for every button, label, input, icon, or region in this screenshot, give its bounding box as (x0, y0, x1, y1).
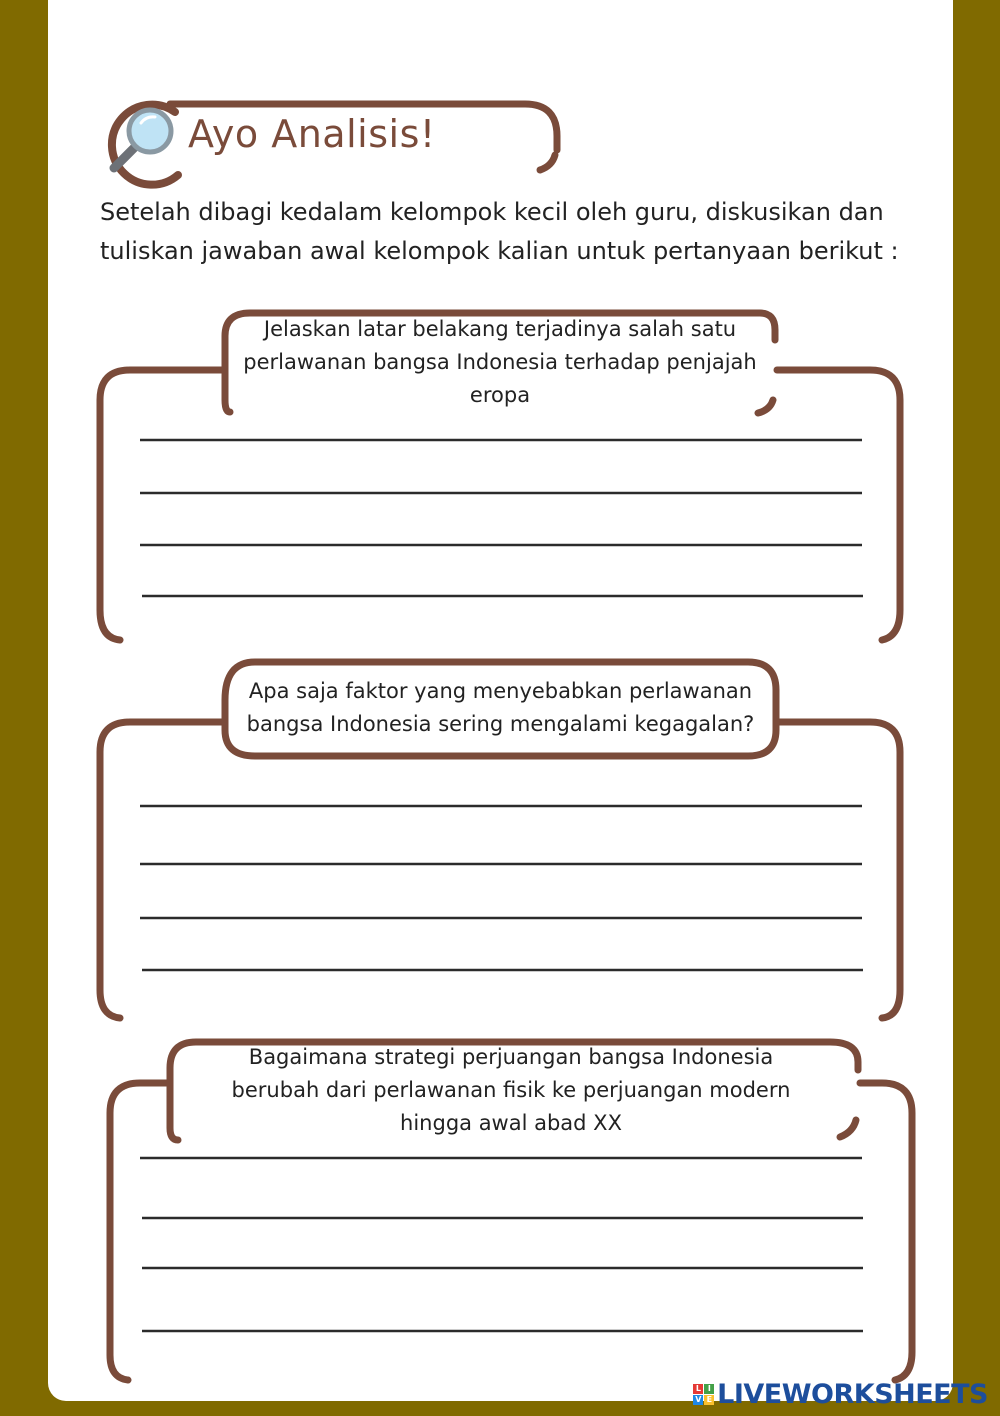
question-3: Bagaimana strategi perjuangan bangsa Indonesia berubah dari perlawanan fisik ke perjuangan modern hingga awal abad XX (231, 1045, 791, 1135)
title-pill-tail (540, 155, 555, 170)
instructions-text: Setelah dibagi kedalam kelompok kecil oleh guru, diskusikan dan tuliskan jawaban awal kelompok kalian untuk pertanyaan berikut : (100, 198, 899, 265)
liveworksheets-logo-icon: L I V E (693, 1384, 714, 1405)
answer-frame-3 (110, 1083, 168, 1380)
question-2: Apa saja faktor yang menyebabkan perlawanan bangsa Indonesia sering mengalami kegagalan? (246, 679, 755, 736)
brand-name: LIVEWORKSHEETS (717, 1379, 988, 1410)
liveworksheets-brand[interactable] (693, 1379, 988, 1410)
page-title: Ayo Analisis! (188, 112, 436, 156)
question-1: Jelaskan latar belakang terjadinya salah satu perlawanan bangsa Indonesia terhadap penjajah eropa (243, 317, 757, 407)
answer-frame-1 (100, 370, 223, 640)
answer-frame-2 (100, 722, 223, 1018)
